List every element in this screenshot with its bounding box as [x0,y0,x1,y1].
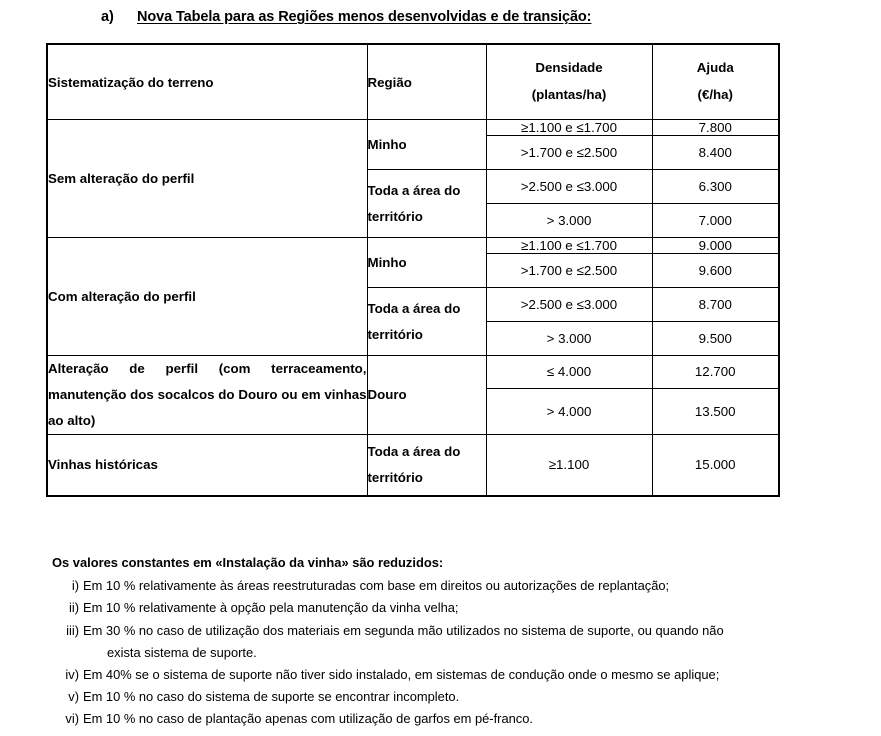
note-item [52,686,862,708]
notes-title [52,552,862,574]
densidade-cell: ≥1.100 [486,434,652,496]
note-number: iii) [66,622,79,638]
ajuda-cell: 7.000 [652,204,779,238]
note-number: v) [68,689,79,705]
header-cell-densidade [486,44,652,120]
note-item [52,664,862,686]
note-number: i) [71,578,79,594]
note-text [83,620,862,664]
region-line1: Toda a área do [367,300,461,316]
densidade-cell: >1.700 e ≤2.500 [486,136,652,170]
ajuda-cell: 15.000 [652,434,779,496]
header-densidade-line2: (plantas/ha) [531,87,607,102]
note-item [52,575,862,597]
header-ajuda-line1: Ajuda [696,60,734,76]
group-label-3: Vinhas históricas [47,434,367,496]
note-number: iv) [65,666,79,682]
note-text: Em 10 % no caso do sistema de suporte se encontrar incompleto. [83,689,460,705]
section-heading-marker: a) [101,9,114,25]
section-heading-text: Nova Tabela para as Regiões menos desenvolvidas e de transição: [137,9,592,25]
ajuda-cell: 9.500 [652,322,779,356]
note-text-main: Em 30 % no caso de utilização dos materiais em segunda mão utilizados no sistema de suporte, ou quando não [83,622,724,638]
note-text: Em 10 % relativamente à opção pela manutenção da vinha velha; [83,600,459,616]
note-text: Em 40% se o sistema de suporte não tiver sido instalado, em sistemas de condução onde o mesmo se aplique; [83,666,720,682]
region-line2: território [367,469,423,485]
header-cell-sistematizacao: Sistematização do terreno [47,44,367,120]
table-header-row [47,44,779,120]
notes-title-suffix: : [438,555,444,570]
densidade-cell: ≥1.100 e ≤1.700 [486,238,652,254]
region-cell-1-1 [367,288,486,356]
note-number: ii) [68,600,79,616]
header-cell-ajuda [652,44,779,120]
densidade-cell: >1.700 e ≤2.500 [486,254,652,288]
aid-table [46,43,780,497]
note-item [52,597,862,619]
densidade-cell: > 3.000 [486,322,652,356]
densidade-cell: >2.500 e ≤3.000 [486,170,652,204]
region-cell-2-0: Douro [367,356,486,435]
note-text-continuation: exista sistema de suporte. [107,644,257,660]
group-label-1: Com alteração do perfil [47,238,367,356]
header-cell-regiao: Região [367,44,486,120]
region-cell-0-1 [367,170,486,238]
densidade-cell: ≤ 4.000 [486,356,652,389]
header-densidade-line1: Densidade [535,60,603,76]
densidade-cell: > 4.000 [486,388,652,434]
region-line1: Toda a área do [367,182,461,198]
ajuda-cell: 8.400 [652,136,779,170]
section-heading [101,9,591,25]
ajuda-cell: 9.000 [652,238,779,254]
group-label-2: Alteração de perfil (com terraceamento, manutenção dos socalcos do Douro ou em vinhas ao alto) [47,356,367,435]
group-label-0: Sem alteração do perfil [47,120,367,238]
notes-block [52,552,862,731]
note-item [52,708,862,730]
aid-table-container [46,43,778,497]
table-row [47,238,779,254]
region-cell-3-0 [367,434,486,496]
note-item [52,620,862,664]
note-text: Em 10 % no caso de plantação apenas com utilização de garfos em pé-franco. [83,711,534,727]
ajuda-cell: 8.700 [652,288,779,322]
densidade-cell: ≥1.100 e ≤1.700 [486,120,652,136]
table-row [47,434,779,496]
region-cell-0-0: Minho [367,120,486,170]
ajuda-cell: 6.300 [652,170,779,204]
note-text: Em 10 % relativamente às áreas reestruturadas com base em direitos ou autorizações de replantação; [83,578,670,594]
region-cell-1-0: Minho [367,238,486,288]
densidade-cell: > 3.000 [486,204,652,238]
region-line1: Toda a área do [367,443,461,459]
region-line2: território [367,326,423,342]
ajuda-cell: 12.700 [652,356,779,389]
ajuda-cell: 9.600 [652,254,779,288]
note-number: vi) [65,711,79,727]
ajuda-cell: 13.500 [652,388,779,434]
table-row [47,120,779,136]
notes-title-text: Os valores constantes em «Instalação da vinha» são reduzidos [52,555,439,570]
densidade-cell: >2.500 e ≤3.000 [486,288,652,322]
header-ajuda-line2: (€/ha) [697,87,733,102]
ajuda-cell: 7.800 [652,120,779,136]
table-row [47,356,779,389]
region-line2: território [367,208,423,224]
